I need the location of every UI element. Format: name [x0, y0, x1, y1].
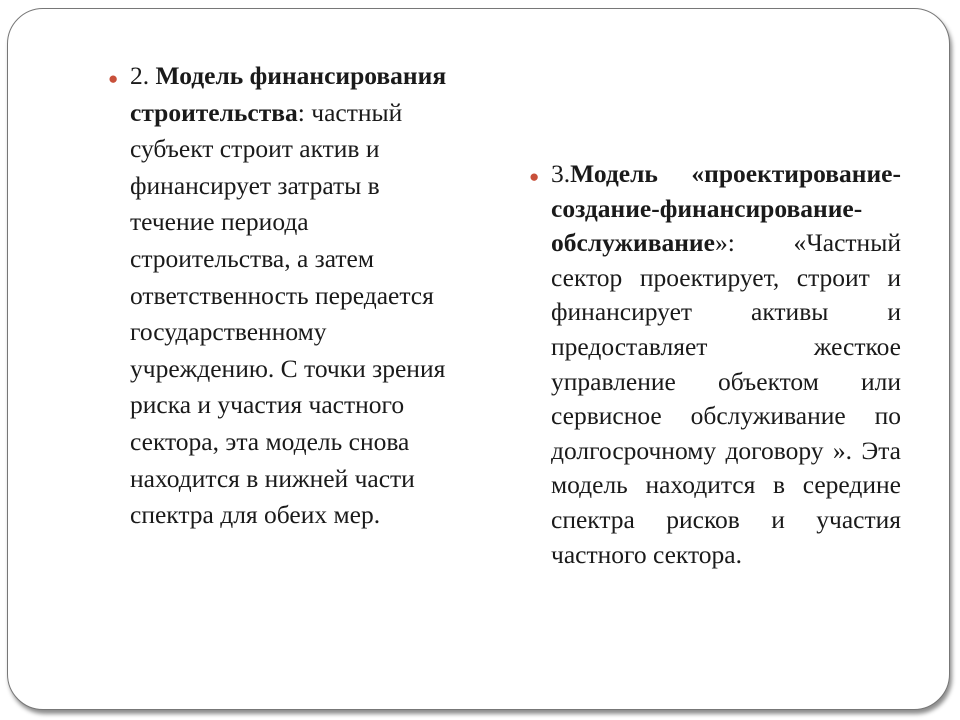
left-column [130, 58, 470, 534]
right-paragraph [551, 157, 901, 572]
left-item-title: Модель финансирования строительства [130, 61, 447, 127]
bullet-icon: ● [529, 167, 540, 186]
bullet-icon: ● [108, 69, 119, 88]
right-item-body: »: «Частный сектор проектирует, строит и финансирует активы и предоставляет жесткое управление объектом или сервисное обслуживание по долгосрочному договору ». Эта модель находится в середине спектра рисков и участия частного сектора. [551, 228, 901, 569]
right-column [551, 157, 901, 572]
left-item-body: : частный субъект строит актив и финансирует затраты в течение периода строительства, а затем ответственность передается государственному учреждению. С точки зрения риска и участия частного сектора, эта модель снова находится в нижней части спектра для обеих мер. [130, 97, 446, 530]
left-paragraph [130, 58, 470, 534]
left-item-number: 2. [130, 61, 156, 90]
right-item-title: Модель «проектирование-создание-финансирование-обслуживание [551, 159, 901, 258]
right-item-number: 3. [551, 159, 571, 188]
